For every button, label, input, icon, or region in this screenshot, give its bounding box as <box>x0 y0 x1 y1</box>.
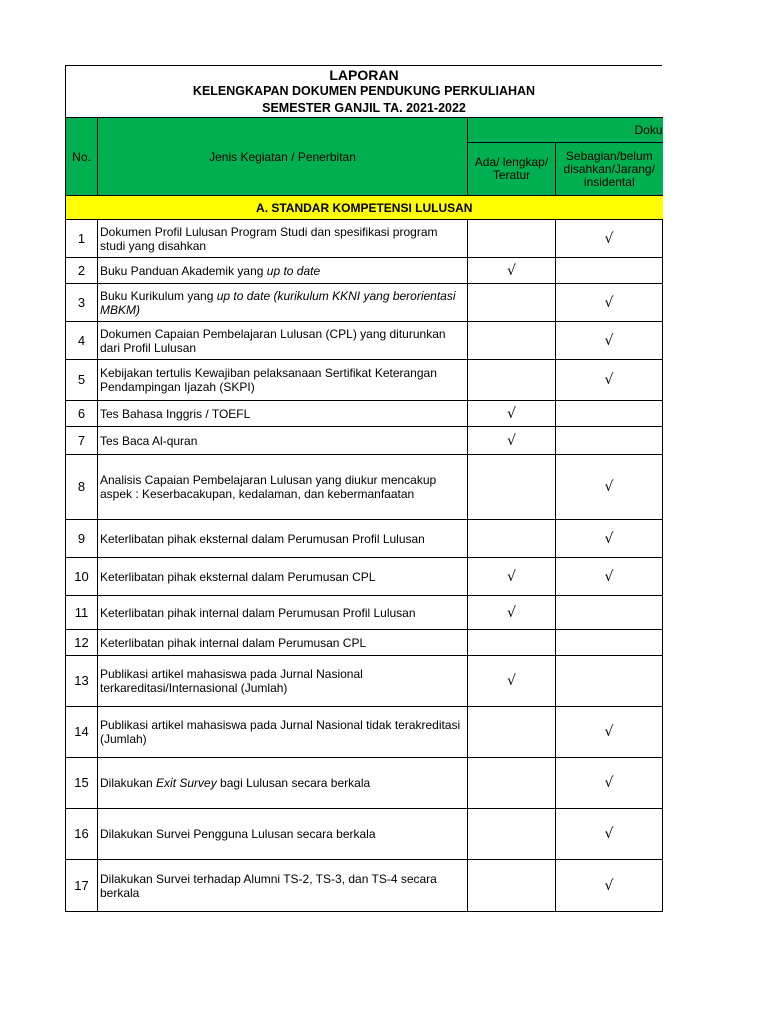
row-number: 3 <box>66 284 98 322</box>
row-description: Dilakukan Survei Pengguna Lulusan secara berkala <box>98 809 468 860</box>
table-body <box>66 220 663 912</box>
row-number: 16 <box>66 809 98 860</box>
ada-check-cell <box>468 284 556 322</box>
sebagian-check-cell: √ <box>556 558 663 596</box>
sebagian-check-cell: √ <box>556 360 663 401</box>
table-row <box>66 596 663 630</box>
row-description: Tes Baca Al-quran <box>98 427 468 455</box>
ada-check-cell: √ <box>468 596 556 630</box>
row-number: 9 <box>66 520 98 558</box>
document-table <box>65 117 663 912</box>
ada-check-cell: √ <box>468 401 556 427</box>
row-description: Analisis Capaian Pembelajaran Lulusan yang diukur mencakup aspek : Keserbacakupan, kedalaman, dan kebermanfaatan <box>98 455 468 520</box>
row-description: Dokumen Capaian Pembelajaran Lulusan (CPL) yang diturunkan dari Profil Lulusan <box>98 322 468 360</box>
header-sebagian: Sebagian/belum disahkan/Jarang/ insidental <box>556 143 663 196</box>
ada-check-cell <box>468 455 556 520</box>
sebagian-check-cell <box>556 656 663 707</box>
title-block <box>65 65 662 117</box>
row-description: Dilakukan Survei terhadap Alumni TS-2, TS-3, dan TS-4 secara berkala <box>98 860 468 912</box>
row-number: 2 <box>66 258 98 284</box>
row-number: 6 <box>66 401 98 427</box>
table-row <box>66 284 663 322</box>
row-description-italic: up to date <box>266 263 321 278</box>
table-row <box>66 322 663 360</box>
ada-check-cell: √ <box>468 558 556 596</box>
ada-check-cell <box>468 809 556 860</box>
row-number: 4 <box>66 322 98 360</box>
row-description: Tes Bahasa Inggris / TOEFL <box>98 401 468 427</box>
table-row <box>66 427 663 455</box>
row-description-text: Dilakukan <box>100 776 157 790</box>
row-number: 15 <box>66 758 98 809</box>
row-description <box>98 258 468 284</box>
table-row <box>66 455 663 520</box>
row-number: 11 <box>66 596 98 630</box>
row-number: 12 <box>66 630 98 656</box>
table-row <box>66 707 663 758</box>
ada-check-cell: √ <box>468 656 556 707</box>
table-row <box>66 520 663 558</box>
row-description: Keterlibatan pihak internal dalam Perumusan Profil Lulusan <box>98 596 468 630</box>
row-description <box>98 284 468 322</box>
sebagian-check-cell <box>556 258 663 284</box>
row-number: 8 <box>66 455 98 520</box>
table-row <box>66 401 663 427</box>
header-no: No. <box>66 118 98 196</box>
sebagian-check-cell <box>556 596 663 630</box>
table-row <box>66 258 663 284</box>
table-row <box>66 630 663 656</box>
report-sheet <box>65 65 662 912</box>
sebagian-check-cell: √ <box>556 220 663 258</box>
row-number: 10 <box>66 558 98 596</box>
sebagian-check-cell <box>556 630 663 656</box>
sebagian-check-cell: √ <box>556 809 663 860</box>
sebagian-check-cell: √ <box>556 860 663 912</box>
row-description-italic: up to date (kurikulum KKNI yang berorientasi MBKM) <box>100 288 456 317</box>
header-ada: Ada/ lengkap/ Teratur <box>468 143 556 196</box>
report-title: LAPORAN <box>329 67 399 83</box>
ada-check-cell <box>468 220 556 258</box>
row-number: 5 <box>66 360 98 401</box>
header-dokumen: Doku <box>468 118 663 143</box>
row-number: 13 <box>66 656 98 707</box>
table-row <box>66 758 663 809</box>
sebagian-check-cell: √ <box>556 520 663 558</box>
sebagian-check-cell: √ <box>556 758 663 809</box>
table-row <box>66 220 663 258</box>
row-description-text: bagi Lulusan secara berkala <box>216 776 371 790</box>
row-description: Dokumen Profil Lulusan Program Studi dan spesifikasi program studi yang disahkan <box>98 220 468 258</box>
row-description: Kebijakan tertulis Kewajiban pelaksanaan Sertifikat Keterangan Pendampingan Ijazah (SKPI) <box>98 360 468 401</box>
row-description: Publikasi artikel mahasiswa pada Jurnal Nasional terkareditasi/Internasional (Jumlah) <box>98 656 468 707</box>
ada-check-cell <box>468 520 556 558</box>
section-a-header: A. STANDAR KOMPETENSI LULUSAN <box>66 196 663 220</box>
ada-check-cell <box>468 630 556 656</box>
table-row <box>66 558 663 596</box>
row-number: 14 <box>66 707 98 758</box>
ada-check-cell <box>468 322 556 360</box>
row-description: Keterlibatan pihak eksternal dalam Perumusan CPL <box>98 558 468 596</box>
ada-check-cell <box>468 707 556 758</box>
table-row <box>66 656 663 707</box>
row-number: 17 <box>66 860 98 912</box>
sebagian-check-cell: √ <box>556 455 663 520</box>
sebagian-check-cell: √ <box>556 284 663 322</box>
report-semester: SEMESTER GANJIL TA. 2021-2022 <box>262 101 466 115</box>
report-subtitle: KELENGKAPAN DOKUMEN PENDUKUNG PERKULIAHAN <box>192 84 536 98</box>
row-description-text: Buku Kurikulum yang <box>100 288 217 303</box>
table-row <box>66 360 663 401</box>
row-number: 7 <box>66 427 98 455</box>
ada-check-cell: √ <box>468 258 556 284</box>
ada-check-cell <box>468 860 556 912</box>
row-description: Keterlibatan pihak internal dalam Perumusan CPL <box>98 630 468 656</box>
sebagian-check-cell: √ <box>556 707 663 758</box>
row-description: Publikasi artikel mahasiswa pada Jurnal Nasional tidak terakreditasi (Jumlah) <box>98 707 468 758</box>
sebagian-check-cell: √ <box>556 322 663 360</box>
sebagian-check-cell <box>556 401 663 427</box>
header-jenis: Jenis Kegiatan / Penerbitan <box>98 118 468 196</box>
ada-check-cell: √ <box>468 427 556 455</box>
table-row <box>66 860 663 912</box>
table-row <box>66 809 663 860</box>
ada-check-cell <box>468 758 556 809</box>
sebagian-check-cell <box>556 427 663 455</box>
row-description <box>98 758 468 809</box>
ada-check-cell <box>468 360 556 401</box>
row-description-text: Buku Panduan Akademik yang <box>100 263 267 278</box>
row-description: Keterlibatan pihak eksternal dalam Perumusan Profil Lulusan <box>98 520 468 558</box>
row-number: 1 <box>66 220 98 258</box>
row-description-italic: Exit Survey <box>156 776 217 790</box>
